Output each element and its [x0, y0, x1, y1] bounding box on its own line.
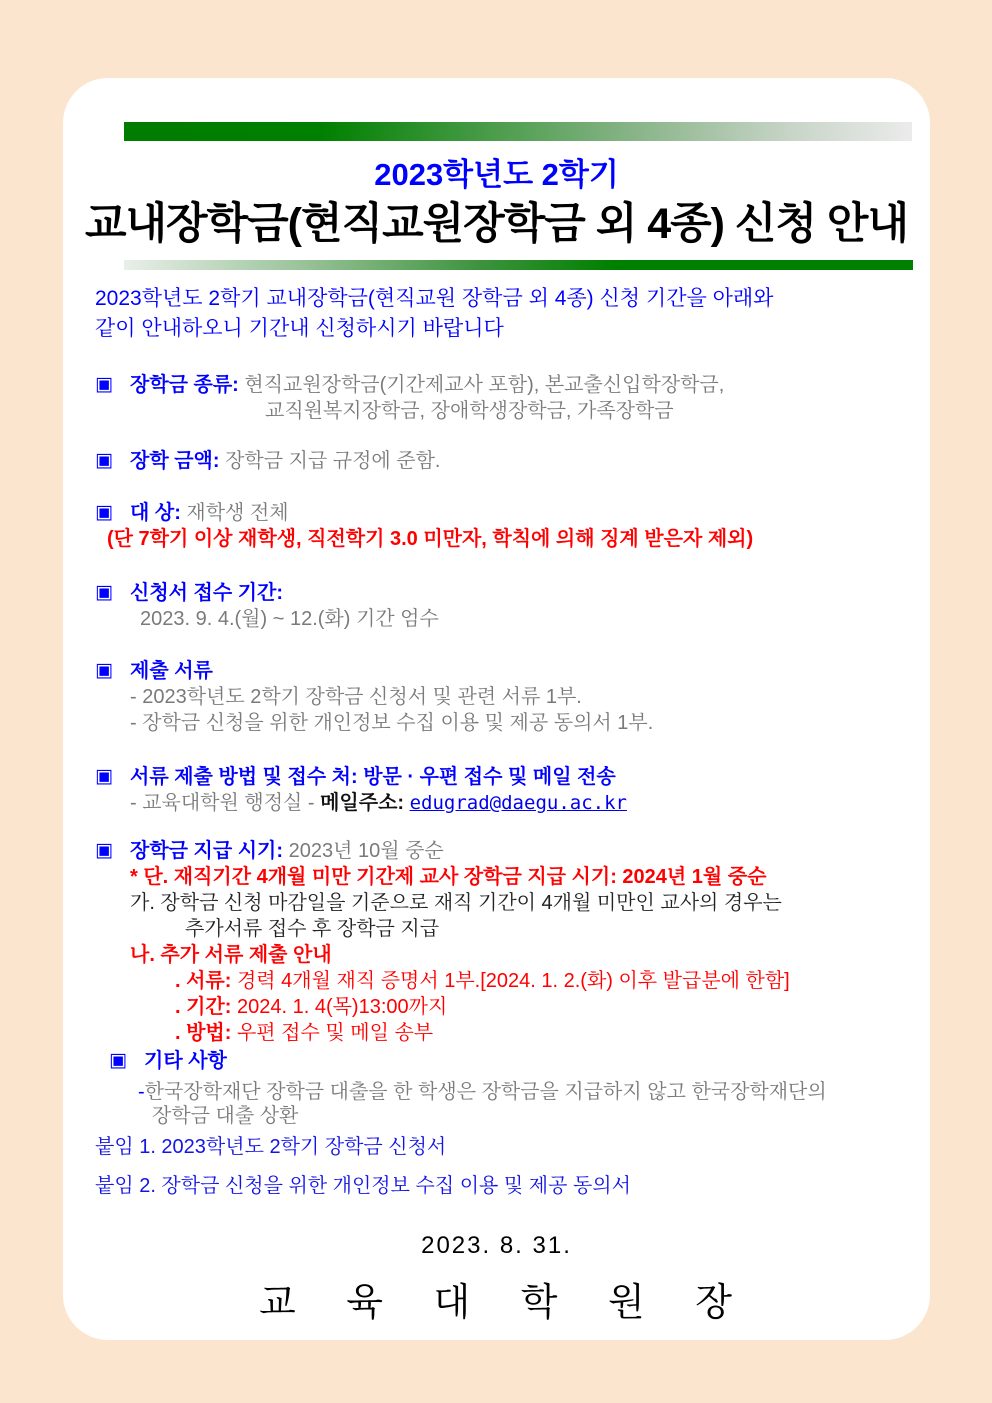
section-text: 장학금 지급 규정에 준함. [225, 450, 441, 472]
payment-item-ga-continued: 추가서류 접수 후 장학금 지급 [185, 918, 440, 940]
section-label: 장학 금액: [130, 450, 220, 472]
square-bullet-icon: ▣ [109, 1050, 127, 1071]
extra-method-label: . 방법: [175, 1022, 232, 1044]
notice-date: 2023. 8. 31. [421, 1232, 572, 1259]
signature-dean-of-graduate-school: 교 육 대 학 원 장 [258, 1282, 735, 1324]
document-item: - 2023학년도 2학기 장학금 신청서 및 관련 서류 1부. [130, 686, 582, 708]
section-text: 현직교원장학금(기간제교사 포함), 본교출신입학장학금, [244, 374, 725, 396]
section-target [95, 500, 898, 552]
document-item: - 장학금 신청을 위한 개인정보 수집 이용 및 제공 동의서 1부. [130, 712, 654, 734]
section-etc [95, 1048, 898, 1128]
payment-item-ga: 가. 장학금 신청 마감일을 기준으로 재직 기간이 4개월 미만인 교사의 경우는 [130, 892, 782, 914]
section-label: 장학금 종류: [130, 374, 239, 396]
target-exclusion-note: (단 7학기 이상 재학생, 직전학기 3.0 미만자, 학칙에 의해 징계 받은자 제외) [107, 528, 754, 550]
attachments [95, 1134, 898, 1199]
attachment-item-1: 붙임 1. 2023학년도 2학기 장학금 신청서 [95, 1136, 447, 1158]
payment-exception-note: * 단. 재직기간 4개월 미만 기간제 교사 장학금 지급 시기: 2024년 1월 중순 [130, 866, 767, 888]
square-bullet-icon: ▣ [95, 450, 113, 471]
payment-item-na: 나. 추가 서류 제출 안내 [130, 944, 332, 966]
notice-panel [63, 78, 930, 1340]
email-link[interactable]: edugrad@daegu.ac.kr [409, 792, 627, 814]
extra-doc-text: 경력 4개월 재직 증명서 1부.[2024. 1. 2.(화) 이후 발급분에 한함] [231, 970, 790, 992]
bottom-gradient-bar [124, 260, 913, 270]
section-scholarship-types [95, 372, 898, 424]
section-label: 서류 제출 방법 및 접수 처: 방문 · 우편 접수 및 메일 전송 [130, 766, 616, 788]
attachment-item-2: 붙임 2. 장학금 신청을 위한 개인정보 수집 이용 및 제공 동의서 [95, 1175, 631, 1197]
etc-text-2: 장학금 대출 상환 [152, 1105, 299, 1127]
section-text-continued: 교직원복지장학금, 장애학생장학금, 가족장학금 [265, 400, 674, 422]
section-application-period [95, 580, 898, 632]
section-text: 재학생 전체 [186, 502, 289, 524]
email-label: 메일주소: [320, 792, 410, 814]
intro-line-2: 같이 안내하오니 기간내 신청하시기 바랍니다 [95, 317, 504, 340]
extra-period-text: 2024. 1. 4(목)13:00까지 [231, 996, 448, 1018]
square-bullet-icon: ▣ [95, 660, 113, 681]
section-submission-method [95, 764, 898, 816]
extra-period-label: . 기간: [175, 996, 232, 1018]
section-payment-timing [95, 838, 898, 1046]
square-bullet-icon: ▣ [95, 766, 113, 787]
section-label: 제출 서류 [130, 660, 213, 682]
extra-method-text: 우편 접수 및 메일 송부 [231, 1022, 434, 1044]
intro-paragraph [95, 284, 898, 344]
section-label: 장학금 지급 시기: [130, 840, 284, 862]
etc-dash: - [138, 1081, 145, 1103]
notice-body [95, 278, 898, 1325]
square-bullet-icon: ▣ [95, 840, 113, 861]
section-amount [95, 448, 898, 474]
extra-doc-label: . 서류: [175, 970, 232, 992]
section-text: 2023년 10월 중순 [288, 840, 444, 862]
office-text: - 교육대학원 행정실 - [130, 792, 321, 814]
period-dates: 2023. 9. 4.(월) ~ 12.(화) 기간 엄수 [140, 608, 439, 630]
top-gradient-bar [124, 122, 912, 141]
square-bullet-icon: ▣ [95, 582, 113, 603]
intro-line-1: 2023학년도 2학기 교내장학금(현직교원 장학금 외 4종) 신청 기간을 아래와 [95, 287, 774, 310]
section-label: 신청서 접수 기간: [130, 582, 284, 604]
section-label: 대 상: [130, 502, 181, 524]
notice-main-title: 교내장학금(현직교원장학금 외 4종) 신청 안내 [84, 200, 909, 248]
section-documents [95, 658, 898, 736]
square-bullet-icon: ▣ [95, 502, 113, 523]
notice-semester-title: 2023학년도 2학기 [374, 157, 619, 192]
etc-text-1: 한국장학재단 장학금 대출을 한 학생은 장학금을 지급하지 않고 한국장학재단의 [144, 1081, 827, 1103]
square-bullet-icon: ▣ [95, 374, 113, 395]
section-label: 기타 사항 [144, 1050, 227, 1072]
